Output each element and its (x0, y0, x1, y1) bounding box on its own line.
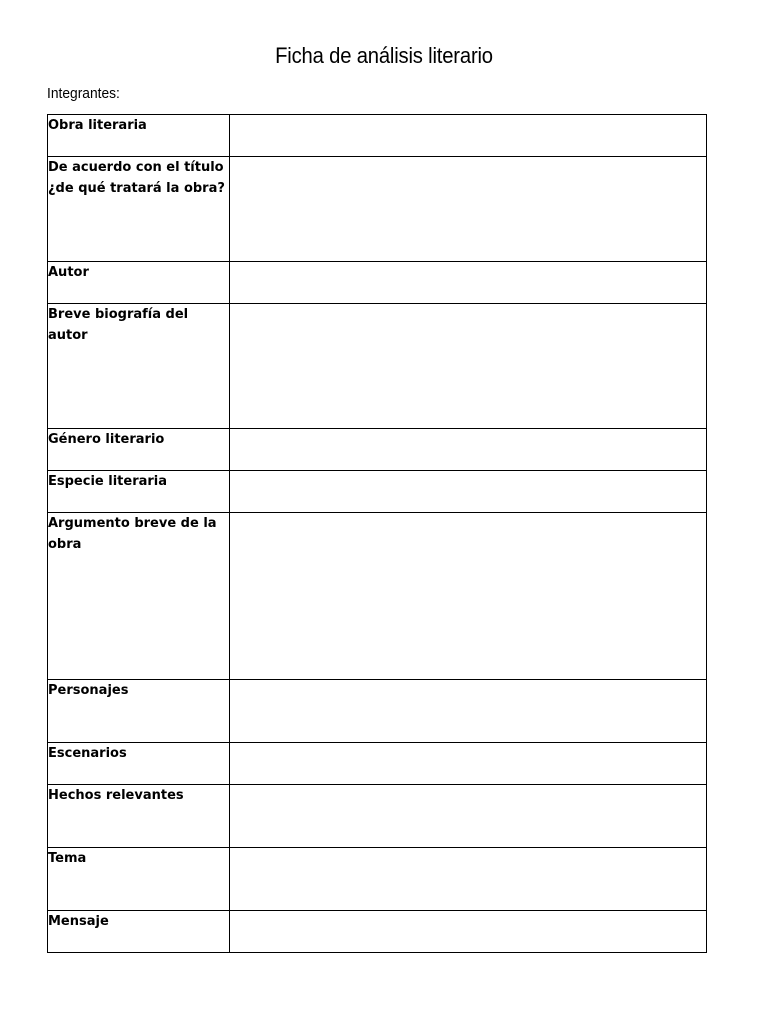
row-field-autor[interactable] (230, 262, 707, 304)
row-label-hechos: Hechos relevantes (48, 785, 230, 848)
table-row (48, 157, 707, 262)
table-row (48, 911, 707, 953)
table-row (48, 785, 707, 848)
row-label-especie: Especie literaria (48, 471, 230, 513)
table-row (48, 429, 707, 471)
row-label-titulo: De acuerdo con el título ¿de qué tratará la obra? (48, 157, 230, 262)
row-label-mensaje: Mensaje (48, 911, 230, 953)
row-label-personajes: Personajes (48, 680, 230, 743)
row-field-biografia[interactable] (230, 304, 707, 429)
analysis-table (47, 114, 707, 953)
row-field-especie[interactable] (230, 471, 707, 513)
members-label: Integrantes: (47, 85, 120, 102)
row-field-titulo[interactable] (230, 157, 707, 262)
row-field-argumento[interactable] (230, 513, 707, 680)
table-row (48, 115, 707, 157)
row-field-escenarios[interactable] (230, 743, 707, 785)
table-row (48, 743, 707, 785)
row-field-hechos[interactable] (230, 785, 707, 848)
table-row (48, 513, 707, 680)
row-field-obra-literaria[interactable] (230, 115, 707, 157)
table-row (48, 262, 707, 304)
row-field-tema[interactable] (230, 848, 707, 911)
row-label-tema: Tema (48, 848, 230, 911)
row-field-personajes[interactable] (230, 680, 707, 743)
row-label-argumento: Argumento breve de la obra (48, 513, 230, 680)
row-label-obra-literaria: Obra literaria (48, 115, 230, 157)
page-title: Ficha de análisis literario (275, 43, 493, 68)
table-row (48, 680, 707, 743)
row-field-mensaje[interactable] (230, 911, 707, 953)
table-row (48, 304, 707, 429)
row-label-autor: Autor (48, 262, 230, 304)
row-field-genero[interactable] (230, 429, 707, 471)
table-row (48, 848, 707, 911)
row-label-genero: Género literario (48, 429, 230, 471)
table-row (48, 471, 707, 513)
row-label-escenarios: Escenarios (48, 743, 230, 785)
row-label-biografia: Breve biografía del autor (48, 304, 230, 429)
